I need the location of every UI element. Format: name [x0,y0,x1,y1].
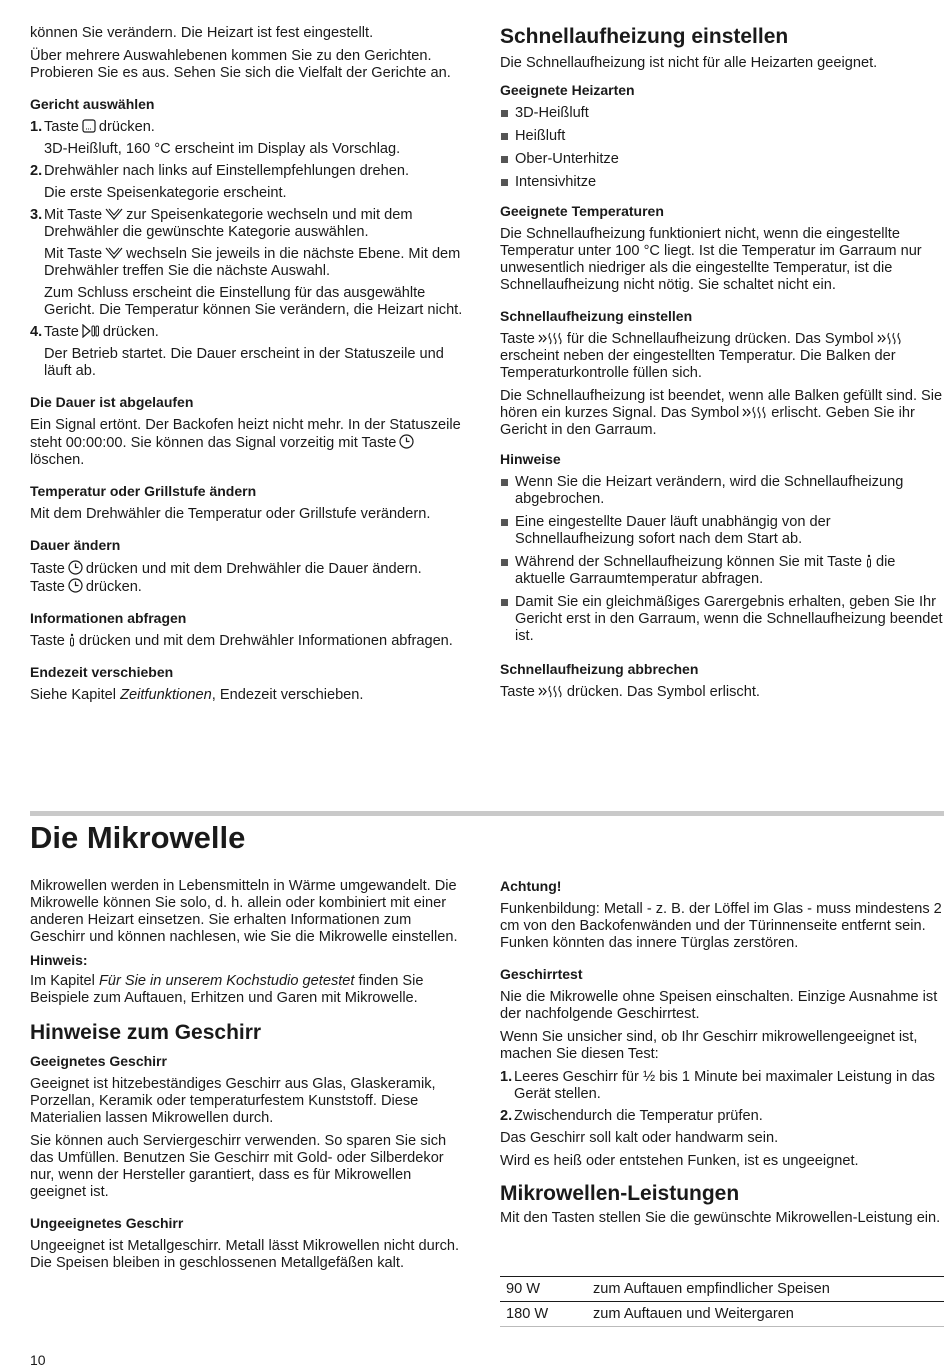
paragraph: Mit dem Drehwähler die Temperatur oder Grillstufe verändern. [30,506,431,522]
clock-icon [68,578,83,593]
list-item: Während der Schnellaufheizung können Sie mit Taste die aktuelle Garraumtemperatur abfragen. [500,554,944,588]
start-stop-icon [82,324,100,338]
paragraph: Ein Signal ertönt. Der Backofen heizt nicht mehr. In der Statuszeile steht 00:00:00. Sie können das Signal vorzeitig mit Taste löschen. [30,417,461,468]
step-3: 3. Mit Taste zur Speisenkategorie wechseln und mit dem Drehwähler die gewünschte Kategorie auswählen. [30,207,413,240]
note-label: Hinweis: [30,952,88,968]
fast-heat-icon [877,332,903,345]
section-heading: Hinweise [500,451,561,467]
section-heading: Geschirrtest [500,966,583,982]
list-item: Ober-Unterhitze [500,151,944,168]
step-4: 4. Taste drücken. [30,324,159,340]
mikrowelle-right-column [500,878,944,1233]
paragraph: Das Geschirr soll kalt oder handwarm sein. [500,1130,779,1146]
section-title: Hinweise zum Geschirr [30,1021,262,1044]
list-item: Intensivhitze [500,174,944,191]
power-table [500,1276,944,1327]
fast-heat-icon [742,406,768,419]
test-step-1: 1. Leeres Geschirr für ½ bis 1 Minute bei maximaler Leistung in das Gerät stellen. [500,1069,935,1102]
page-number: 10 [30,1352,46,1368]
section-heading: Die Dauer ist abgelaufen [30,394,194,410]
chevron-down-icon [105,207,123,221]
chapter-title: Die Mikrowelle [30,820,246,855]
chevron-down-icon [105,246,123,260]
paragraph: Geeignet ist hitzebeständiges Geschirr aus Glas, Glaskeramik, Porzellan, Keramik oder temperaturfestem Kunststoff. Diese Materialien lassen Mikrowellen durch. [30,1076,436,1126]
step-note: Mit Taste wechseln Sie jeweils in die nächste Ebene. Mit dem Drehwähler treffen Sie die nächste Auswahl. [44,246,461,279]
step-note: Der Betrieb startet. Die Dauer erscheint in der Statuszeile und läuft ab. [44,346,444,379]
step-note: Zum Schluss erscheint die Einstellung für das ausgewählte Gericht. Die Temperatur können Sie verändern, die Heizart nicht. [44,285,463,318]
section-heading: Schnellaufheizung einstellen [500,308,693,324]
paragraph: Taste drücken und mit dem Drehwähler Informationen abfragen. [30,633,453,649]
left-column [30,25,470,710]
paragraph: Sie können auch Serviergeschirr verwenden. So sparen Sie sich das Umfüllen. Benutzen Sie Geschirr mit Gold- oder Silberdekor nur, wenn der Hersteller garantiert, dass es für Mikrowellen geeignet ist. [30,1133,447,1200]
paragraph: Nie die Mikrowelle ohne Speisen einschalten. Einzige Ausnahme ist der nachfolgende Geschirrtest. [500,989,938,1022]
section-heading: Geeignete Temperaturen [500,203,664,219]
section-title: Mikrowellen-Leistungen [500,1182,740,1205]
section-heading: Temperatur oder Grillstufe ändern [30,483,257,499]
info-icon [68,633,76,647]
paragraph: Mikrowellen werden in Lebensmitteln in Wärme umgewandelt. Die Mikrowelle können Sie solo, d. h. allein oder kombiniert mit einer anderen Heizart einsetzen. Sie erhalten Informationen zum Geschirr und können nachlesen, wie Sie die Mikrowelle einstellen. [30,878,458,945]
heizarten-list [500,105,944,191]
paragraph: Taste drücken. Das Symbol erlischt. [500,684,760,700]
step-2: 2. Drehwähler nach links auf Einstellempfehlungen drehen. [30,163,410,179]
power-description: zum Auftauen und Weitergaren [593,1306,794,1322]
paragraph: Wenn Sie unsicher sind, ob Ihr Geschirr mikrowellengeeignet ist, machen Sie diesen Test: [500,1029,918,1062]
section-heading: Dauer ändern [30,537,121,553]
paragraph: Taste für die Schnellaufheizung drücken. Das Symbol erscheint neben der eingestellten Temperatur. Die Balken der Temperaturkontrolle füllen sich. [500,331,944,382]
paragraph: Ungeeignet ist Metallgeschirr. Metall lässt Mikrowellen nicht durch. Die Speisen bleiben in geschlossenen Metallgefäßen kalt. [30,1238,460,1271]
power-value: 180 W [506,1306,549,1322]
test-step-2: 2. Zwischendurch die Temperatur prüfen. [500,1108,763,1124]
clock-icon [68,560,83,575]
menu-key-icon [82,119,96,133]
list-item: Heißluft [500,128,944,145]
list-item: 3D-Heißluft [500,105,944,122]
section-heading: Gericht auswählen [30,96,155,112]
list-item: Wenn Sie die Heizart verändern, wird die Schnellaufheizung abgebrochen. [500,474,944,508]
paragraph: Taste drücken. [30,579,142,595]
paragraph: Die Schnellaufheizung ist nicht für alle Heizarten geeignet. [500,55,878,71]
fast-heat-icon [538,685,564,698]
table-row [500,1301,944,1327]
section-heading: Endezeit verschieben [30,664,174,680]
power-value: 90 W [506,1281,541,1297]
paragraph: Im Kapitel Für Sie in unserem Kochstudio getestet finden Sie Beispiele zum Auftauen, Erhitzen und Garen mit Mikrowelle. [30,973,424,1006]
list-item: Eine eingestellte Dauer läuft unabhängig von der Schnellaufheizung sofort nach dem Start ab. [500,514,944,548]
fast-heat-icon [538,332,564,345]
intro-paragraph: Über mehrere Auswahlebenen kommen Sie zu den Gerichten. Probieren Sie es aus. Sehen Sie sich die Vielfalt der Gerichte an. [30,48,451,81]
table-row [500,1276,944,1301]
mikrowelle-left-column [30,878,470,1278]
intro-paragraph: können Sie verändern. Die Heizart ist fest eingestellt. [30,25,374,41]
power-description: zum Auftauen empfindlicher Speisen [593,1281,830,1297]
warning-heading: Achtung! [500,878,562,894]
section-divider [30,811,944,816]
paragraph: Taste drücken und mit dem Drehwähler die Dauer ändern. [30,561,422,577]
section-heading: Schnellaufheizung abbrechen [500,661,699,677]
section-heading: Geeignete Heizarten [500,82,635,98]
step-note: 3D-Heißluft, 160 °C erscheint im Display als Vorschlag. [44,141,401,157]
right-column [500,25,944,707]
step-1: 1. Taste drücken. [30,119,155,135]
paragraph: Die Schnellaufheizung ist beendet, wenn alle Balken gefüllt sind. Sie hören ein kurzes Signal. Das Symbol erlischt. Geben Sie ihr Gericht in den Garraum. [500,388,943,438]
section-heading: Geeignetes Geschirr [30,1053,167,1069]
paragraph: Die Schnellaufheizung funktioniert nicht, wenn die eingestellte Temperatur unter 100 °C liegt. Ist die Temperatur im Garraum nur unwesentlich niedriger als die eingestellte Temperatur, ist die Schnellaufheizung nicht nötig. Sie schaltet nicht ein. [500,226,922,293]
info-icon [865,554,873,568]
hinweise-list [500,474,944,645]
section-heading: Informationen abfragen [30,610,187,626]
clock-icon [399,434,414,449]
paragraph: Wird es heiß oder entstehen Funken, ist es ungeeignet. [500,1153,859,1169]
paragraph: Mit den Tasten stellen Sie die gewünschte Mikrowellen-Leistung ein. [500,1210,941,1226]
step-note: Die erste Speisenkategorie erscheint. [44,185,287,201]
list-item: Damit Sie ein gleichmäßiges Garergebnis erhalten, geben Sie Ihr Gericht erst in den Garraum, wenn die Schnellaufheizung beendet ist. [500,594,944,645]
section-title: Schnellaufheizung einstellen [500,25,789,48]
section-heading: Ungeeignetes Geschirr [30,1215,184,1231]
paragraph: Funkenbildung: Metall - z. B. der Löffel im Glas - muss mindestens 2 cm von den Backofenwänden und der Türinnenseite entfernt sein. Funken könnten das innere Türglas zerstören. [500,901,942,951]
paragraph: Siehe Kapitel Zeitfunktionen, Endezeit verschieben. [30,687,364,703]
